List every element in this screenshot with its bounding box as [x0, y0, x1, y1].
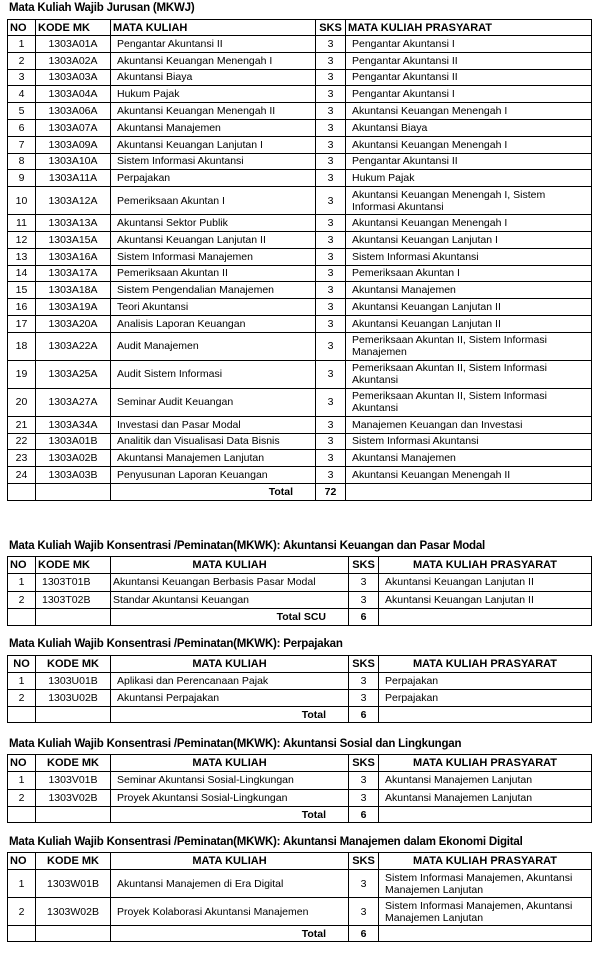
- cell-no: 13: [8, 248, 36, 265]
- cell-kode-mk: 1303A20A: [36, 315, 111, 332]
- table-row: [8, 789, 592, 807]
- cell-kode-mk: 1303A13A: [36, 215, 111, 232]
- column-header-kode-mk: KODE MK: [36, 755, 111, 772]
- total-label: Total: [111, 807, 349, 823]
- column-header-no: NO: [8, 656, 36, 673]
- table-row: [8, 360, 592, 388]
- cell-prasyarat: Pengantar Akuntansi II: [346, 69, 592, 86]
- cell-kode-mk: 1303A10A: [36, 153, 111, 170]
- total-row: [8, 609, 592, 626]
- cell-sks: 3: [316, 433, 346, 450]
- cell-kode-mk: 1303A34A: [36, 416, 111, 433]
- cell-prasyarat: Akuntansi Manajemen: [346, 450, 592, 467]
- cell-prasyarat: Akuntansi Keuangan Menengah I, Sistem Informasi Akuntansi: [346, 187, 592, 215]
- cell-mata-kuliah: Akuntansi Manajemen Lanjutan: [111, 450, 316, 467]
- cell-sks: 3: [316, 388, 346, 416]
- total-row: [8, 807, 592, 823]
- cell-kode-mk: 1303T02B: [36, 591, 111, 609]
- cell-kode-mk: 1303A01A: [36, 36, 111, 53]
- course-table: [7, 754, 592, 823]
- cell-sks: 3: [316, 282, 346, 299]
- cell-no: 3: [8, 69, 36, 86]
- cell-no: 16: [8, 299, 36, 316]
- table-row: [8, 574, 592, 592]
- cell-mata-kuliah: Pengantar Akuntansi II: [111, 36, 316, 53]
- cell-sks: 3: [316, 153, 346, 170]
- cell-mata-kuliah: Akuntansi Keuangan Menengah I: [111, 52, 316, 69]
- table-row: [8, 450, 592, 467]
- cell-kode-mk: 1303A25A: [36, 360, 111, 388]
- cell-kode-mk: 1303U01B: [36, 673, 111, 690]
- cell-mata-kuliah: Proyek Kolaborasi Akuntansi Manajemen: [111, 898, 349, 926]
- cell-no: 5: [8, 103, 36, 120]
- cell-mata-kuliah: Audit Sistem Informasi: [111, 360, 316, 388]
- cell-no: 2: [8, 52, 36, 69]
- cell-sks: 3: [349, 789, 379, 807]
- cell-kode-mk: 1303A15A: [36, 231, 111, 248]
- cell-mata-kuliah: Investasi dan Pasar Modal: [111, 416, 316, 433]
- empty-cell: [8, 609, 36, 626]
- cell-no: 21: [8, 416, 36, 433]
- cell-prasyarat: Akuntansi Keuangan Menengah I: [346, 136, 592, 153]
- cell-mata-kuliah: Aplikasi dan Perencanaan Pajak: [111, 673, 349, 690]
- cell-kode-mk: 1303A09A: [36, 136, 111, 153]
- cell-no: 1: [8, 36, 36, 53]
- column-header-prasyarat: MATA KULIAH PRASYARAT: [379, 755, 592, 772]
- cell-prasyarat: Akuntansi Manajemen: [346, 282, 592, 299]
- column-header-kode-mk: KODE MK: [36, 20, 111, 36]
- cell-mata-kuliah: Perpajakan: [111, 170, 316, 187]
- cell-mata-kuliah: Hukum Pajak: [111, 86, 316, 103]
- cell-sks: 3: [316, 416, 346, 433]
- cell-mata-kuliah: Seminar Audit Keuangan: [111, 388, 316, 416]
- total-row: [8, 483, 592, 500]
- cell-prasyarat: Sistem Informasi Manajemen, Akuntansi Manajemen Lanjutan: [379, 898, 592, 926]
- cell-kode-mk: 1303A16A: [36, 248, 111, 265]
- table-row: [8, 136, 592, 153]
- cell-sks: 3: [316, 187, 346, 215]
- cell-sks: 3: [349, 574, 379, 592]
- cell-sks: 3: [316, 52, 346, 69]
- cell-sks: 3: [349, 673, 379, 690]
- cell-sks: 3: [316, 231, 346, 248]
- cell-prasyarat: Akuntansi Keuangan Menengah I: [346, 103, 592, 120]
- cell-sks: 3: [316, 299, 346, 316]
- table-header-row: [8, 755, 592, 772]
- empty-cell: [36, 926, 111, 942]
- total-sks: 6: [349, 609, 379, 626]
- cell-sks: 3: [316, 69, 346, 86]
- cell-sks: 3: [316, 103, 346, 120]
- cell-kode-mk: 1303A01B: [36, 433, 111, 450]
- cell-kode-mk: 1303W01B: [36, 870, 111, 898]
- table-row: [8, 673, 592, 690]
- total-sks: 72: [316, 483, 346, 500]
- cell-no: 18: [8, 332, 36, 360]
- cell-kode-mk: 1303A03B: [36, 467, 111, 484]
- empty-cell: [346, 483, 592, 500]
- course-table: [7, 19, 592, 501]
- table-row: [8, 282, 592, 299]
- cell-kode-mk: 1303A07A: [36, 119, 111, 136]
- section-title: Mata Kuliah Wajib Konsentrasi /Peminatan(MKWK): Akuntansi Keuangan dan Pasar Modal: [9, 540, 486, 552]
- empty-cell: [36, 483, 111, 500]
- table-row: [8, 772, 592, 790]
- table-row: [8, 248, 592, 265]
- empty-cell: [36, 807, 111, 823]
- empty-cell: [379, 807, 592, 823]
- cell-no: 19: [8, 360, 36, 388]
- column-header-no: NO: [8, 20, 36, 36]
- table-row: [8, 231, 592, 248]
- cell-prasyarat: Pemeriksaan Akuntan II, Sistem Informasi Akuntansi: [346, 360, 592, 388]
- cell-prasyarat: Akuntansi Manajemen Lanjutan: [379, 772, 592, 790]
- cell-no: 15: [8, 282, 36, 299]
- table-row: [8, 103, 592, 120]
- cell-prasyarat: Pengantar Akuntansi II: [346, 153, 592, 170]
- empty-cell: [8, 926, 36, 942]
- table-row: [8, 153, 592, 170]
- cell-sks: 3: [316, 170, 346, 187]
- cell-prasyarat: Akuntansi Manajemen Lanjutan: [379, 789, 592, 807]
- cell-no: 17: [8, 315, 36, 332]
- cell-prasyarat: Pemeriksaan Akuntan II, Sistem Informasi Akuntansi: [346, 388, 592, 416]
- cell-kode-mk: 1303A04A: [36, 86, 111, 103]
- empty-cell: [8, 807, 36, 823]
- column-header-kode-mk: KODE MK: [36, 656, 111, 673]
- cell-mata-kuliah: Sistem Informasi Manajemen: [111, 248, 316, 265]
- cell-mata-kuliah: Akuntansi Keuangan Lanjutan II: [111, 231, 316, 248]
- total-label: Total: [111, 926, 349, 942]
- cell-prasyarat: Perpajakan: [379, 673, 592, 690]
- cell-prasyarat: Manajemen Keuangan dan Investasi: [346, 416, 592, 433]
- cell-sks: 3: [349, 591, 379, 609]
- cell-prasyarat: Akuntansi Biaya: [346, 119, 592, 136]
- cell-sks: 3: [316, 332, 346, 360]
- cell-prasyarat: Akuntansi Keuangan Lanjutan II: [379, 574, 592, 592]
- cell-no: 2: [8, 789, 36, 807]
- cell-kode-mk: 1303A12A: [36, 187, 111, 215]
- course-table: [7, 655, 592, 723]
- table-row: [8, 591, 592, 609]
- column-header-mata-kuliah: MATA KULIAH: [111, 557, 349, 574]
- column-header-sks: SKS: [349, 755, 379, 772]
- cell-kode-mk: 1303V02B: [36, 789, 111, 807]
- table-header-row: [8, 557, 592, 574]
- cell-kode-mk: 1303T01B: [36, 574, 111, 592]
- cell-no: 1: [8, 772, 36, 790]
- total-label: Total: [111, 707, 349, 723]
- section-title: Mata Kuliah Wajib Konsentrasi /Peminatan(MKWK): Akuntansi Sosial dan Lingkungan: [9, 738, 462, 750]
- cell-mata-kuliah: Akuntansi Perpajakan: [111, 690, 349, 707]
- cell-prasyarat: Pemeriksaan Akuntan I: [346, 265, 592, 282]
- cell-prasyarat: Akuntansi Keuangan Lanjutan II: [346, 299, 592, 316]
- cell-sks: 3: [316, 265, 346, 282]
- cell-kode-mk: 1303V01B: [36, 772, 111, 790]
- empty-cell: [36, 707, 111, 723]
- cell-no: 8: [8, 153, 36, 170]
- total-row: [8, 926, 592, 942]
- cell-prasyarat: Akuntansi Keuangan Menengah II: [346, 467, 592, 484]
- table-row: [8, 870, 592, 898]
- table-row: [8, 215, 592, 232]
- cell-mata-kuliah: Sistem Informasi Akuntansi: [111, 153, 316, 170]
- cell-sks: 3: [316, 136, 346, 153]
- cell-mata-kuliah: Akuntansi Manajemen: [111, 119, 316, 136]
- cell-no: 2: [8, 591, 36, 609]
- cell-kode-mk: 1303A17A: [36, 265, 111, 282]
- empty-cell: [36, 609, 111, 626]
- cell-kode-mk: 1303A22A: [36, 332, 111, 360]
- table-row: [8, 69, 592, 86]
- cell-kode-mk: 1303A27A: [36, 388, 111, 416]
- cell-no: 11: [8, 215, 36, 232]
- table-row: [8, 265, 592, 282]
- table-row: [8, 86, 592, 103]
- cell-prasyarat: Hukum Pajak: [346, 170, 592, 187]
- cell-no: 24: [8, 467, 36, 484]
- total-sks: 6: [349, 807, 379, 823]
- cell-prasyarat: Akuntansi Keuangan Lanjutan II: [379, 591, 592, 609]
- column-header-mata-kuliah: MATA KULIAH: [111, 853, 349, 870]
- cell-mata-kuliah: Akuntansi Biaya: [111, 69, 316, 86]
- cell-sks: 3: [349, 772, 379, 790]
- total-label: Total SCU: [111, 609, 349, 626]
- cell-kode-mk: 1303W02B: [36, 898, 111, 926]
- column-header-no: NO: [8, 853, 36, 870]
- course-table: [7, 852, 592, 942]
- table-row: [8, 299, 592, 316]
- table-row: [8, 433, 592, 450]
- cell-no: 6: [8, 119, 36, 136]
- table-row: [8, 332, 592, 360]
- cell-no: 1: [8, 574, 36, 592]
- column-header-sks: SKS: [349, 656, 379, 673]
- column-header-prasyarat: MATA KULIAH PRASYARAT: [379, 656, 592, 673]
- table-header-row: [8, 656, 592, 673]
- cell-mata-kuliah: Akuntansi Sektor Publik: [111, 215, 316, 232]
- cell-no: 7: [8, 136, 36, 153]
- cell-mata-kuliah: Analitik dan Visualisasi Data Bisnis: [111, 433, 316, 450]
- cell-mata-kuliah: Sistem Pengendalian Manajemen: [111, 282, 316, 299]
- table-row: [8, 416, 592, 433]
- total-sks: 6: [349, 926, 379, 942]
- cell-mata-kuliah: Seminar Akuntansi Sosial-Lingkungan: [111, 772, 349, 790]
- cell-kode-mk: 1303A03A: [36, 69, 111, 86]
- total-label: Total: [111, 483, 316, 500]
- cell-prasyarat: Perpajakan: [379, 690, 592, 707]
- cell-no: 10: [8, 187, 36, 215]
- column-header-no: NO: [8, 557, 36, 574]
- cell-sks: 3: [316, 119, 346, 136]
- cell-kode-mk: 1303A19A: [36, 299, 111, 316]
- cell-kode-mk: 1303A18A: [36, 282, 111, 299]
- column-header-kode-mk: KODE MK: [36, 853, 111, 870]
- cell-mata-kuliah: Penyusunan Laporan Keuangan: [111, 467, 316, 484]
- cell-no: 4: [8, 86, 36, 103]
- table-row: [8, 187, 592, 215]
- column-header-prasyarat: MATA KULIAH PRASYARAT: [346, 20, 592, 36]
- course-table: [7, 556, 592, 626]
- cell-mata-kuliah: Akuntansi Keuangan Berbasis Pasar Modal: [111, 574, 349, 592]
- cell-mata-kuliah: Standar Akuntansi Keuangan: [111, 591, 349, 609]
- total-row: [8, 707, 592, 723]
- cell-mata-kuliah: Akuntansi Keuangan Menengah II: [111, 103, 316, 120]
- empty-cell: [379, 926, 592, 942]
- total-sks: 6: [349, 707, 379, 723]
- cell-mata-kuliah: Pemeriksaan Akuntan I: [111, 187, 316, 215]
- column-header-prasyarat: MATA KULIAH PRASYARAT: [379, 853, 592, 870]
- cell-kode-mk: 1303A02A: [36, 52, 111, 69]
- section-title: Mata Kuliah Wajib Jurusan (MKWJ): [9, 2, 195, 14]
- cell-prasyarat: Akuntansi Keuangan Menengah I: [346, 215, 592, 232]
- cell-no: 2: [8, 690, 36, 707]
- cell-prasyarat: Akuntansi Keuangan Lanjutan II: [346, 315, 592, 332]
- table-row: [8, 467, 592, 484]
- cell-sks: 3: [316, 450, 346, 467]
- table-row: [8, 119, 592, 136]
- cell-no: 22: [8, 433, 36, 450]
- cell-prasyarat: Sistem Informasi Manajemen, Akuntansi Manajemen Lanjutan: [379, 870, 592, 898]
- cell-prasyarat: Pengantar Akuntansi II: [346, 52, 592, 69]
- cell-no: 1: [8, 673, 36, 690]
- table-header-row: [8, 853, 592, 870]
- empty-cell: [8, 483, 36, 500]
- column-header-mata-kuliah: MATA KULIAH: [111, 755, 349, 772]
- cell-sks: 3: [349, 870, 379, 898]
- cell-no: 12: [8, 231, 36, 248]
- cell-kode-mk: 1303A11A: [36, 170, 111, 187]
- cell-sks: 3: [316, 248, 346, 265]
- column-header-sks: SKS: [349, 853, 379, 870]
- cell-prasyarat: Sistem Informasi Akuntansi: [346, 433, 592, 450]
- cell-mata-kuliah: Akuntansi Keuangan Lanjutan I: [111, 136, 316, 153]
- column-header-sks: SKS: [316, 20, 346, 36]
- cell-kode-mk: 1303U02B: [36, 690, 111, 707]
- cell-mata-kuliah: Teori Akuntansi: [111, 299, 316, 316]
- table-row: [8, 315, 592, 332]
- empty-cell: [379, 707, 592, 723]
- cell-kode-mk: 1303A06A: [36, 103, 111, 120]
- cell-sks: 3: [316, 360, 346, 388]
- cell-prasyarat: Pemeriksaan Akuntan II, Sistem Informasi Manajemen: [346, 332, 592, 360]
- table-row: [8, 898, 592, 926]
- cell-no: 14: [8, 265, 36, 282]
- column-header-mata-kuliah: MATA KULIAH: [111, 20, 316, 36]
- column-header-mata-kuliah: MATA KULIAH: [111, 656, 349, 673]
- cell-sks: 3: [316, 36, 346, 53]
- cell-sks: 3: [349, 898, 379, 926]
- table-row: [8, 170, 592, 187]
- column-header-kode-mk: KODE MK: [36, 557, 111, 574]
- cell-sks: 3: [349, 690, 379, 707]
- cell-prasyarat: Sistem Informasi Akuntansi: [346, 248, 592, 265]
- column-header-prasyarat: MATA KULIAH PRASYARAT: [379, 557, 592, 574]
- cell-mata-kuliah: Audit Manajemen: [111, 332, 316, 360]
- cell-no: 9: [8, 170, 36, 187]
- cell-no: 23: [8, 450, 36, 467]
- cell-sks: 3: [316, 467, 346, 484]
- cell-sks: 3: [316, 86, 346, 103]
- section-title: Mata Kuliah Wajib Konsentrasi /Peminatan(MKWK): Akuntansi Manajemen dalam Ekonomi Digital: [9, 836, 523, 848]
- cell-no: 2: [8, 898, 36, 926]
- cell-no: 20: [8, 388, 36, 416]
- table-row: [8, 52, 592, 69]
- cell-mata-kuliah: Akuntansi Manajemen di Era Digital: [111, 870, 349, 898]
- table-header-row: [8, 20, 592, 36]
- column-header-sks: SKS: [349, 557, 379, 574]
- cell-mata-kuliah: Proyek Akuntansi Sosial-Lingkungan: [111, 789, 349, 807]
- table-row: [8, 690, 592, 707]
- cell-prasyarat: Akuntansi Keuangan Lanjutan I: [346, 231, 592, 248]
- cell-kode-mk: 1303A02B: [36, 450, 111, 467]
- section-title: Mata Kuliah Wajib Konsentrasi /Peminatan(MKWK): Perpajakan: [9, 638, 343, 650]
- empty-cell: [379, 609, 592, 626]
- table-row: [8, 388, 592, 416]
- column-header-no: NO: [8, 755, 36, 772]
- table-row: [8, 36, 592, 53]
- cell-sks: 3: [316, 315, 346, 332]
- cell-sks: 3: [316, 215, 346, 232]
- cell-prasyarat: Pengantar Akuntansi I: [346, 86, 592, 103]
- cell-mata-kuliah: Pemeriksaan Akuntan II: [111, 265, 316, 282]
- cell-prasyarat: Pengantar Akuntansi I: [346, 36, 592, 53]
- empty-cell: [8, 707, 36, 723]
- cell-mata-kuliah: Analisis Laporan Keuangan: [111, 315, 316, 332]
- cell-no: 1: [8, 870, 36, 898]
